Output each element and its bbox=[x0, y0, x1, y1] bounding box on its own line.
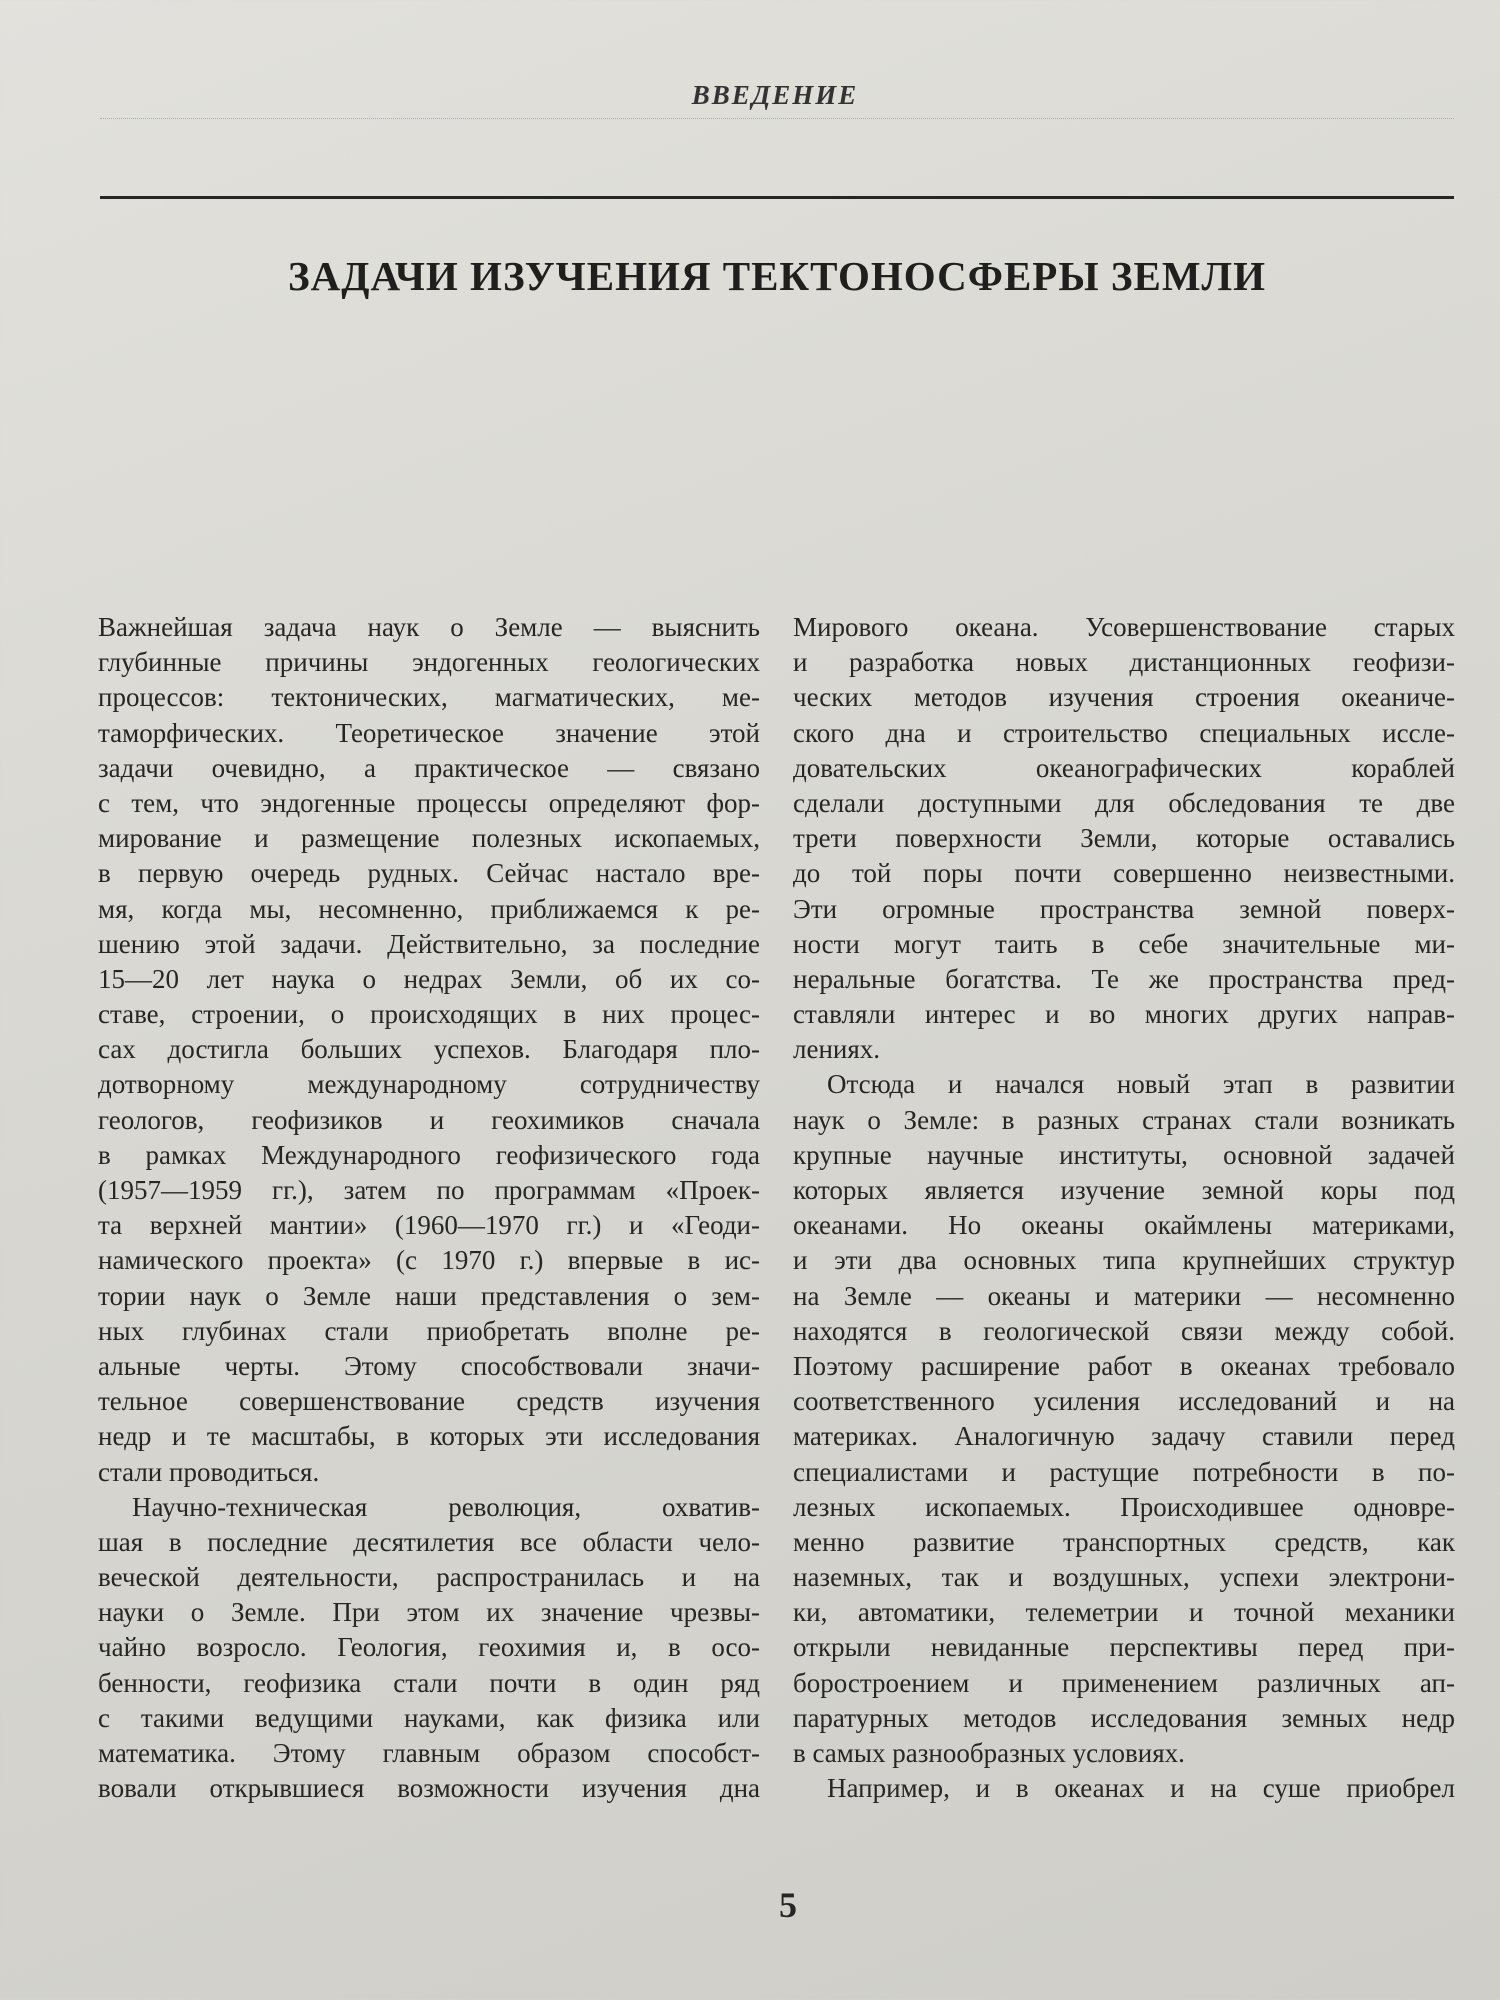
text-line: Например, и в океанах и на суше приобрел bbox=[827, 1773, 1455, 1804]
text-line: и эти два основных типа крупнейших структур bbox=[793, 1245, 1455, 1276]
text-line: боростроением и применением различных ап- bbox=[793, 1667, 1455, 1698]
text-line: (1957—1959 гг.), затем по программам «Проек- bbox=[98, 1175, 760, 1205]
text-line: лезных ископаемых. Происходившее одновре- bbox=[793, 1491, 1455, 1522]
text-line: та верхней мантии» (1960—1970 гг.) и «Геоди- bbox=[98, 1210, 760, 1241]
text-line: довательских океанографических кораблей bbox=[793, 752, 1455, 783]
text-line: на Земле — океаны и материки — несомненно bbox=[793, 1280, 1455, 1311]
text-line: шая в последние десятилетия все области чело- bbox=[98, 1526, 760, 1557]
text-line: наземных, так и воздушных, успехи электрони- bbox=[793, 1562, 1455, 1593]
text-line: материках. Аналогичную задачу ставили перед bbox=[793, 1421, 1455, 1452]
text-line: в самых разнообразных условиях. bbox=[793, 1738, 1185, 1768]
left-column bbox=[98, 610, 760, 1806]
text-line: соответственного усиления исследований и на bbox=[793, 1386, 1455, 1417]
text-line: бенности, геофизика стали почти в один ряд bbox=[98, 1667, 760, 1698]
text-line: ского дна и строительство специальных иссле- bbox=[793, 717, 1455, 748]
text-line: намического проекта» (с 1970 г.) впервые в ис- bbox=[98, 1245, 760, 1276]
text-line: тории наук о Земле наши представления о зем- bbox=[98, 1280, 760, 1311]
text-line: процессов: тектонических, магматических, ме- bbox=[98, 682, 760, 713]
running-header: ВВЕДЕНИЕ bbox=[691, 80, 859, 110]
text-line: шению этой задачи. Действительно, за последние bbox=[98, 928, 760, 959]
text-line: мирование и размещение полезных ископаемых, bbox=[98, 823, 760, 854]
text-line: находятся в геологической связи между собой. bbox=[793, 1315, 1455, 1346]
text-line: веческой деятельности, распространилась и на bbox=[98, 1562, 760, 1593]
text-line: неральные богатства. Те же пространства пред- bbox=[793, 963, 1455, 994]
text-line: ности могут таить в себе значительные ми- bbox=[793, 928, 1455, 959]
text-line: вовали открывшиеся возможности изучения дна bbox=[98, 1773, 760, 1804]
text-line: в рамках Международного геофизического года bbox=[98, 1139, 760, 1170]
text-line: недр и те масштабы, в которых эти исследования bbox=[98, 1421, 760, 1452]
text-line: в первую очередь рудных. Сейчас настало вре- bbox=[98, 858, 760, 889]
text-line: с тем, что эндогенные процессы определяют фор- bbox=[98, 787, 760, 818]
text-line: ческих методов изучения строения океаниче- bbox=[793, 682, 1455, 713]
text-line: мя, когда мы, несомненно, приближаемся к ре- bbox=[98, 893, 760, 924]
text-line: менно развитие транспортных средств, как bbox=[793, 1526, 1455, 1557]
text-line: лениях. bbox=[793, 1034, 881, 1065]
text-line: Отсюда и начался новый этап в развитии bbox=[827, 1069, 1455, 1100]
text-line: Мирового океана. Усовершенствование старых bbox=[793, 612, 1455, 642]
text-line: науки о Земле. При этом их значение чрезвы- bbox=[98, 1597, 760, 1628]
text-line: специалистами и растущие потребности в по- bbox=[793, 1456, 1455, 1487]
text-line: глубинные причины эндогенных геологических bbox=[98, 647, 760, 678]
text-line: до той поры почти совершенно неизвестными. bbox=[793, 858, 1455, 889]
text-line: ных глубинах стали приобретать вполне ре- bbox=[98, 1315, 760, 1346]
text-line: геологов, геофизиков и геохимиков сначала bbox=[98, 1104, 760, 1135]
text-line: тельное совершенствование средств изучения bbox=[98, 1386, 760, 1417]
text-line: задачи очевидно, а практическое — связано bbox=[98, 752, 760, 783]
text-line: океанами. Но океаны окаймлены материками, bbox=[793, 1210, 1455, 1241]
text-line: с такими ведущими науками, как физика или bbox=[98, 1702, 760, 1733]
text-line: стали проводиться. bbox=[98, 1456, 320, 1487]
text-line: Эти огромные пространства земной поверх- bbox=[793, 893, 1455, 924]
text-line: чайно возросло. Геология, геохимия и, в осо- bbox=[98, 1632, 760, 1663]
text-line: ки, автоматики, телеметрии и точной механики bbox=[793, 1597, 1455, 1628]
text-line: сах достигла больших успехов. Благодаря пло- bbox=[98, 1034, 760, 1065]
text-line: ставляли интерес и во многих других направ- bbox=[793, 999, 1455, 1030]
text-line: сделали доступными для обследования те две bbox=[793, 787, 1455, 818]
page-number: 5 bbox=[779, 1885, 797, 1925]
text-line: 15—20 лет наука о недрах Земли, об их со- bbox=[98, 963, 760, 994]
text-line: крупные научные институты, основной задачей bbox=[793, 1139, 1455, 1170]
section-rule bbox=[100, 196, 1454, 199]
text-line: наук о Земле: в разных странах стали возникать bbox=[793, 1104, 1455, 1135]
text-line: Важнейшая задача наук о Земле — выяснить bbox=[98, 612, 760, 642]
text-line: таморфических. Теоретическое значение этой bbox=[98, 717, 760, 748]
text-line: дотворному международному сотрудничеству bbox=[98, 1069, 760, 1100]
header-divider bbox=[100, 118, 1454, 119]
text-line: альные черты. Этому способствовали значи- bbox=[98, 1350, 760, 1381]
text-line: Научно-техническая революция, охватив- bbox=[132, 1491, 760, 1522]
right-column bbox=[793, 610, 1455, 1806]
text-line: и разработка новых дистанционных геофизи- bbox=[793, 647, 1455, 678]
text-line: трети поверхности Земли, которые оставались bbox=[793, 823, 1455, 854]
text-line: открыли невиданные перспективы перед при- bbox=[793, 1632, 1455, 1663]
text-line: ставе, строении, о происходящих в них процес- bbox=[98, 999, 760, 1030]
text-line: которых является изучение земной коры под bbox=[793, 1175, 1455, 1205]
chapter-title: ЗАДАЧИ ИЗУЧЕНИЯ ТЕКТОНОСФЕРЫ ЗЕМЛИ bbox=[287, 253, 1266, 299]
text-line: математика. Этому главным образом способст- bbox=[98, 1738, 760, 1768]
text-line: Поэтому расширение работ в океанах требовало bbox=[793, 1350, 1455, 1381]
text-line: паратурных методов исследования земных недр bbox=[793, 1702, 1455, 1733]
